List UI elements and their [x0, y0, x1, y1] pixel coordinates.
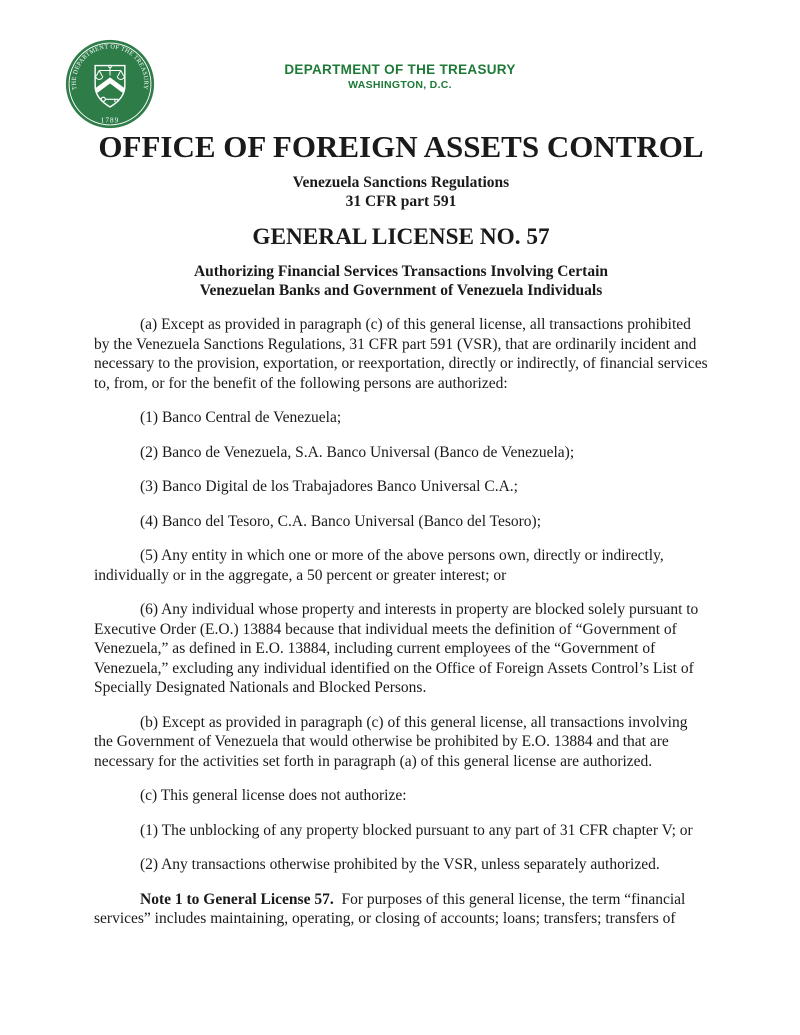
paragraph-a-item-5: (5) Any entity in which one or more of the above persons own, directly or indirectly, individually or in the aggregate, a 50 percent or greater interest; or [94, 547, 664, 584]
paragraph-a-item-2: (2) Banco de Venezuela, S.A. Banco Universal (Banco de Venezuela); [140, 443, 575, 461]
paragraph-c-item-2: (2) Any transactions otherwise prohibited by the VSR, unless separately authorized. [140, 856, 660, 873]
subject-title [94, 262, 708, 300]
subject-title-line1: Authorizing Financial Services Transactions Involving Certain [193, 263, 609, 280]
paragraph-a-item-3: (3) Banco Digital de los Trabajadores Banco Universal C.A.; [140, 478, 518, 495]
note-text: For purposes of this general license, the term “financial services” includes maintaining, operating, or closing of accounts; loans; transfers; transfers of [94, 890, 686, 927]
note-label: Note 1 to General License 57. [140, 890, 334, 908]
agency-location: WASHINGTON, D.C. [348, 79, 452, 91]
document-content [94, 129, 708, 929]
paragraph-a-item-4: (4) Banco del Tesoro, C.A. Banco Universal (Banco del Tesoro); [140, 512, 542, 530]
regulation-title-line1: Venezuela Sanctions Regulations [292, 174, 510, 191]
paragraph-a: (a) Except as provided in paragraph (c) of this general license, all transactions prohibited by the Venezuela Sanctions Regulations, 31 CFR part 591 (VSR), that are ordinarily incident and necessary to the provision, exportation, or reexportation, directly or indirectly, of financial services to, from, or for the benefit of the following persons are authorized: [94, 316, 708, 392]
paragraph-a-item-6: (6) Any individual whose property and interests in property are blocked solely pursuant to Executive Order (E.O.) 13884 because that individual meets the definition of “Government of Venezuela,” as defined in E.O. 13884, including current employees of the “Government of Venezuela,” excluding any individual identified on the Office of Foreign Assets Control’s List of Specially Designated Nationals and Blocked Persons. [94, 601, 699, 696]
subject-title-line2: Venezuelan Banks and Government of Venezuela Individuals [199, 282, 603, 299]
seal-year: 1789 [100, 116, 120, 125]
letterhead [0, 62, 800, 91]
seal-ring-text: THE DEPARTMENT OF THE TREASURY [70, 43, 150, 91]
paragraph-a-item-1: (1) Banco Central de Venezuela; [140, 409, 342, 426]
office-title: OFFICE OF FOREIGN ASSETS CONTROL [98, 129, 704, 164]
paragraph-c-item-1: (1) The unblocking of any property blocked pursuant to any part of 31 CFR chapter V; or [140, 821, 693, 839]
agency-name: DEPARTMENT OF THE TREASURY [284, 62, 516, 77]
regulation-title [94, 173, 708, 211]
paragraph-note [94, 890, 708, 929]
license-title: GENERAL LICENSE NO. 57 [252, 224, 550, 250]
paragraph-c: (c) This general license does not authorize: [140, 787, 407, 804]
regulation-title-line2: 31 CFR part 591 [345, 193, 457, 210]
paragraph-b: (b) Except as provided in paragraph (c) of this general license, all transactions involving the Government of Venezuela that would otherwise be prohibited by E.O. 13884 and that are necessary for the activities set forth in paragraph (a) of this general license are authorized. [94, 713, 688, 770]
